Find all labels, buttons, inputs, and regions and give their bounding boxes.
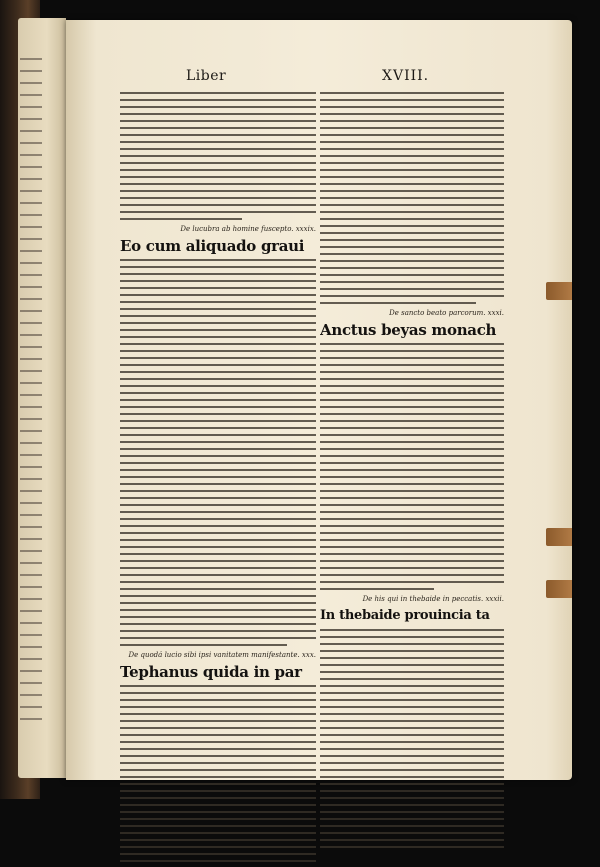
- section-rubric: De his qui in thebaide in peccatis. xxxii.: [362, 595, 504, 603]
- page-tab-marker: [546, 528, 572, 546]
- left-text-column: [120, 92, 316, 867]
- running-header-left: Liber: [186, 68, 227, 84]
- section-rubric: De quodá lucio sibi ipsi vanitatem manifestante. xxx.: [128, 651, 316, 659]
- section-rubric: De sancto beato parcorum. xxxi.: [389, 309, 504, 317]
- page-tab-marker: [546, 282, 572, 300]
- right-text-column: [320, 92, 504, 853]
- section-incipit: Anctus beyas monach: [320, 322, 497, 338]
- running-header-folio: XVIII.: [382, 68, 430, 84]
- section-incipit: Eo cum aliquado graui: [120, 238, 305, 254]
- page-tab-marker: [546, 580, 572, 598]
- section-rubric: De lucubra ab homine fuscepto. xxxix.: [180, 225, 316, 233]
- section-incipit: Tephanus quida in par: [120, 664, 302, 680]
- previous-page-edge: [18, 18, 66, 778]
- section-incipit: In thebaide prouincia ta: [320, 608, 490, 623]
